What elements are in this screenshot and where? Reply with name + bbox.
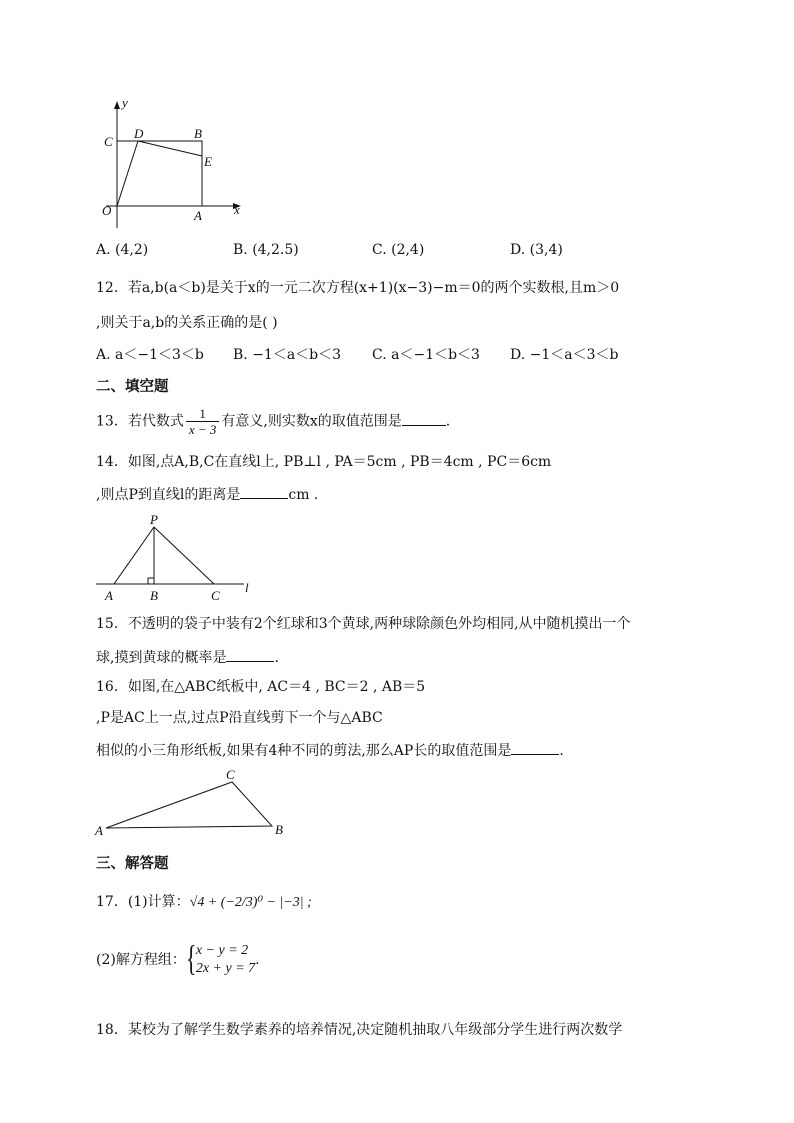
label-l: l (245, 580, 249, 595)
label-y: y (122, 96, 128, 110)
q17-eq2: 2x + y = 7 (195, 961, 256, 976)
q13-answer-blank (402, 411, 446, 426)
q13-prefix: 13．若代数式 (96, 413, 184, 430)
q16-triangle-figure (92, 766, 292, 838)
section-heading-fill-in: 二、填空题 (96, 379, 169, 395)
label-e: E (204, 154, 212, 169)
q16-line3: 相似的小三角形纸板,如果有4种不同的剪法,那么AP长的取值范围是 . (96, 740, 564, 761)
q16-line1: 16．如图,在△ABC纸板中, AC＝4 , BC＝2 , AB＝5 (96, 679, 426, 695)
q12-line2: ,则关于a,b的关系正确的是( ) (96, 315, 278, 331)
q12-option-a: A. a＜−1＜3＜b (96, 347, 204, 363)
q15-line2-text: 球,摸到黄球的概率是 (96, 650, 227, 666)
q11-option-a: A. (4,2) (96, 242, 149, 258)
q13-line: 13．若代数式 $\frac{1}{x - 3}$ 有意义,则实数x的取值范围是 . (96, 406, 451, 437)
q17-part1 (96, 892, 312, 913)
q15-line2: 球,摸到黄球的概率是 . (96, 647, 279, 668)
rectangle-sides (117, 141, 202, 206)
label-x: x (234, 202, 240, 217)
label-b: B (275, 822, 283, 837)
q16-line2: ,P是AC上一点,过点P沿直线剪下一个与△ABC (96, 710, 383, 726)
section-heading-solve: 三、解答题 (96, 856, 169, 872)
q13-suffix: 有意义,则实数x的取值范围是 (221, 413, 402, 430)
q17-part1-prefix: 17．(1)计算： (96, 894, 190, 910)
q11-coordinate-figure (96, 96, 246, 232)
q17-eq1: x − y = 2 (195, 943, 249, 958)
q12-option-b: B. −1＜a＜b＜3 (233, 347, 342, 363)
label-o: O (102, 203, 112, 218)
label-p: P (150, 512, 158, 527)
q14-line2-prefix: ,则点P到直线l的距离是 (96, 487, 241, 503)
q13-fraction (186, 406, 220, 437)
segment-pa (114, 527, 154, 584)
q13-frac-den: x − 3 (188, 422, 217, 437)
q18-line1: 18．某校为了解学生数学素养的培养情况,决定随机抽取八年级部分学生进行两次数学 (96, 1022, 623, 1038)
label-c: C (104, 134, 113, 149)
q12-option-c: C. a＜−1＜b＜3 (372, 347, 480, 363)
label-a: A (194, 208, 202, 223)
segment-od (117, 141, 138, 206)
label-c: C (211, 588, 220, 603)
q17-part2-prefix: (2)解方程组： (96, 952, 186, 968)
q11-option-c: C. (2,4) (372, 242, 425, 258)
triangle-abc (106, 782, 272, 828)
q13-frac-num: 1 (186, 406, 220, 422)
q11-option-d: D. (3,4) (510, 242, 563, 258)
label-a: A (95, 823, 103, 838)
label-c: C (226, 767, 235, 782)
label-d: D (134, 126, 144, 141)
segment-pc (154, 527, 214, 584)
q12-option-d: D. −1＜a＜3＜b (510, 347, 619, 363)
segment-de (138, 141, 202, 156)
q17-equation-system: { x − y = 2 2x + y = 7 (185, 938, 256, 978)
q14-triangle-figure (92, 512, 262, 604)
q16-answer-blank (511, 740, 559, 755)
y-axis-arrow (114, 101, 120, 109)
q17-part1-expression: √4 + (−2/3)⁰ − |−3| ; (189, 895, 312, 910)
q14-line1: 14．如图,点A,B,C在直线l上, PB⊥l , PA＝5cm , PB＝4cm , PC＝6cm (96, 454, 552, 470)
q15-answer-blank (226, 647, 274, 662)
q16-line3-text: 相似的小三角形纸板,如果有4种不同的剪法,那么AP长的取值范围是 (96, 743, 512, 759)
q17-part2: (2)解方程组： { x − y = 2 2x + y = 7 . (96, 938, 260, 978)
right-angle-mark (148, 578, 154, 584)
q15-line1: 15．不透明的袋子中装有2个红球和3个黄球,两种球除颜色外均相同,从中随机摸出一个 (96, 616, 631, 632)
label-b: B (150, 588, 158, 603)
q14-line2 (96, 484, 318, 505)
q14-line2-suffix: cm . (288, 487, 319, 503)
q11-option-b: B. (4,2.5) (233, 242, 299, 258)
label-b: B (194, 126, 202, 141)
q12-line1: 12．若a,b(a＜b)是关于x的一元二次方程(x+1)(x−3)−m＝0的两个实数根,且m＞0 (96, 280, 620, 296)
q14-answer-blank (240, 484, 288, 499)
label-a: A (105, 588, 113, 603)
